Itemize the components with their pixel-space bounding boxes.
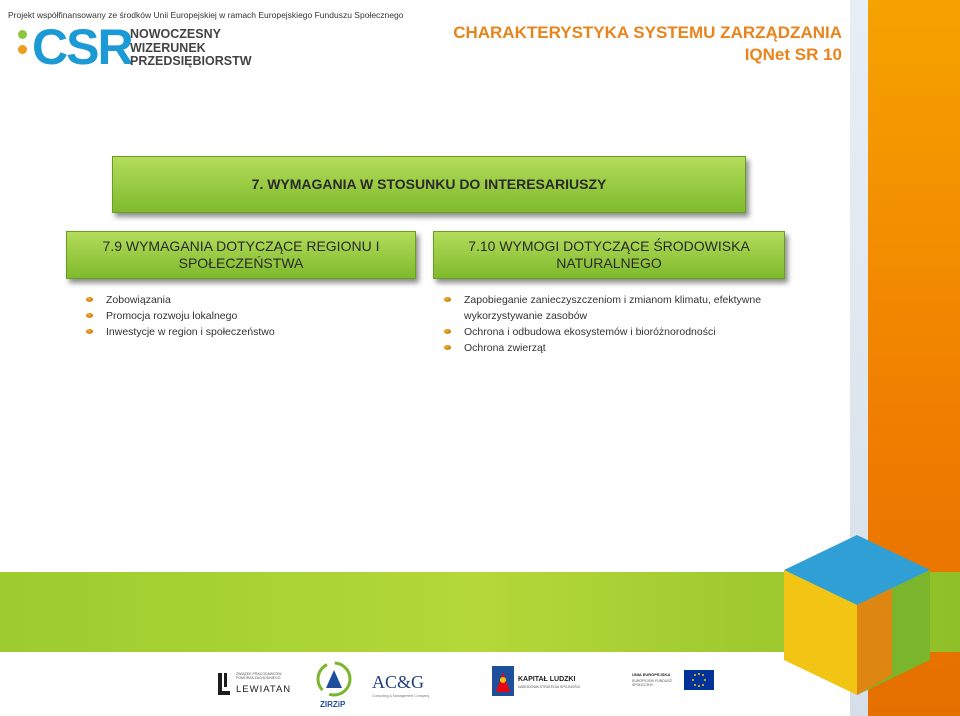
region-society-list [86,292,275,340]
bullet-icon [86,329,93,334]
eu-flag-icon [684,670,714,690]
list-item: Ochrona i odbudowa ekosystemów i bioróżnorodności [444,324,784,340]
lewiatan-icon [216,673,232,697]
list-item: Ochrona zwierząt [444,340,784,356]
bullet-icon [444,329,451,334]
environment-box: 7.10 WYMOGI DOTYCZĄCE ŚRODOWISKA NATURALNEGO [433,231,785,279]
bullet-icon [444,345,451,350]
page-title: CHARAKTERYSTYKA SYSTEMU ZARZĄDZANIA IQNet SR 10 [453,23,842,64]
bullet-icon [86,297,93,302]
acg-logo: AC&G Consulting & Management Company [372,672,430,698]
zirzip-logo: ZIRZiP [312,660,356,712]
list-item: Zobowiązania [86,292,275,308]
zirzip-icon [312,660,356,698]
environment-list [444,292,784,356]
csr-logo [18,19,268,75]
footer-logos [0,652,850,716]
bullet-icon [86,313,93,318]
bullet-icon [444,297,451,302]
kapital-ludzki-logo: KAPITAŁ LUDZKI NARODOWA STRATEGIA SPÓJNOŚCI [492,666,592,700]
lewiatan-logo: ZWIĄZEK PRACODAWCÓW POMORZA ZACHODNIEGO LEWIATAN [216,670,296,700]
cofinancing-note: Projekt współfinansowany ze środków Unii Europejskiej w ramach Europejskiego Funduszu Społecznego [8,10,404,20]
ue-logo: UNIA EUROPEJSKA EUROPEJSKI FUNDUSZ SPOŁECZNY [632,670,716,694]
csr-colon-icon [18,30,27,60]
kapital-ludzki-icon [492,666,514,696]
region-society-box: 7.9 WYMAGANIA DOTYCZĄCE REGIONU I SPOŁECZEŃSTWA [66,231,416,279]
list-item: Promocja rozwoju lokalnego [86,308,275,324]
csr-logo-text: CSR [32,19,132,75]
list-item: Zapobieganie zanieczyszczeniom i zmianom klimatu, efektywne wykorzystywanie zasobów [444,292,784,324]
list-item: Inwestycje w region i społeczeństwo [86,324,275,340]
csr-tagline: NOWOCZESNY WIZERUNEK PRZEDSIĘBIORSTW [130,27,252,68]
main-requirement-box: 7. WYMAGANIA W STOSUNKU DO INTERESARIUSZY [112,156,746,213]
